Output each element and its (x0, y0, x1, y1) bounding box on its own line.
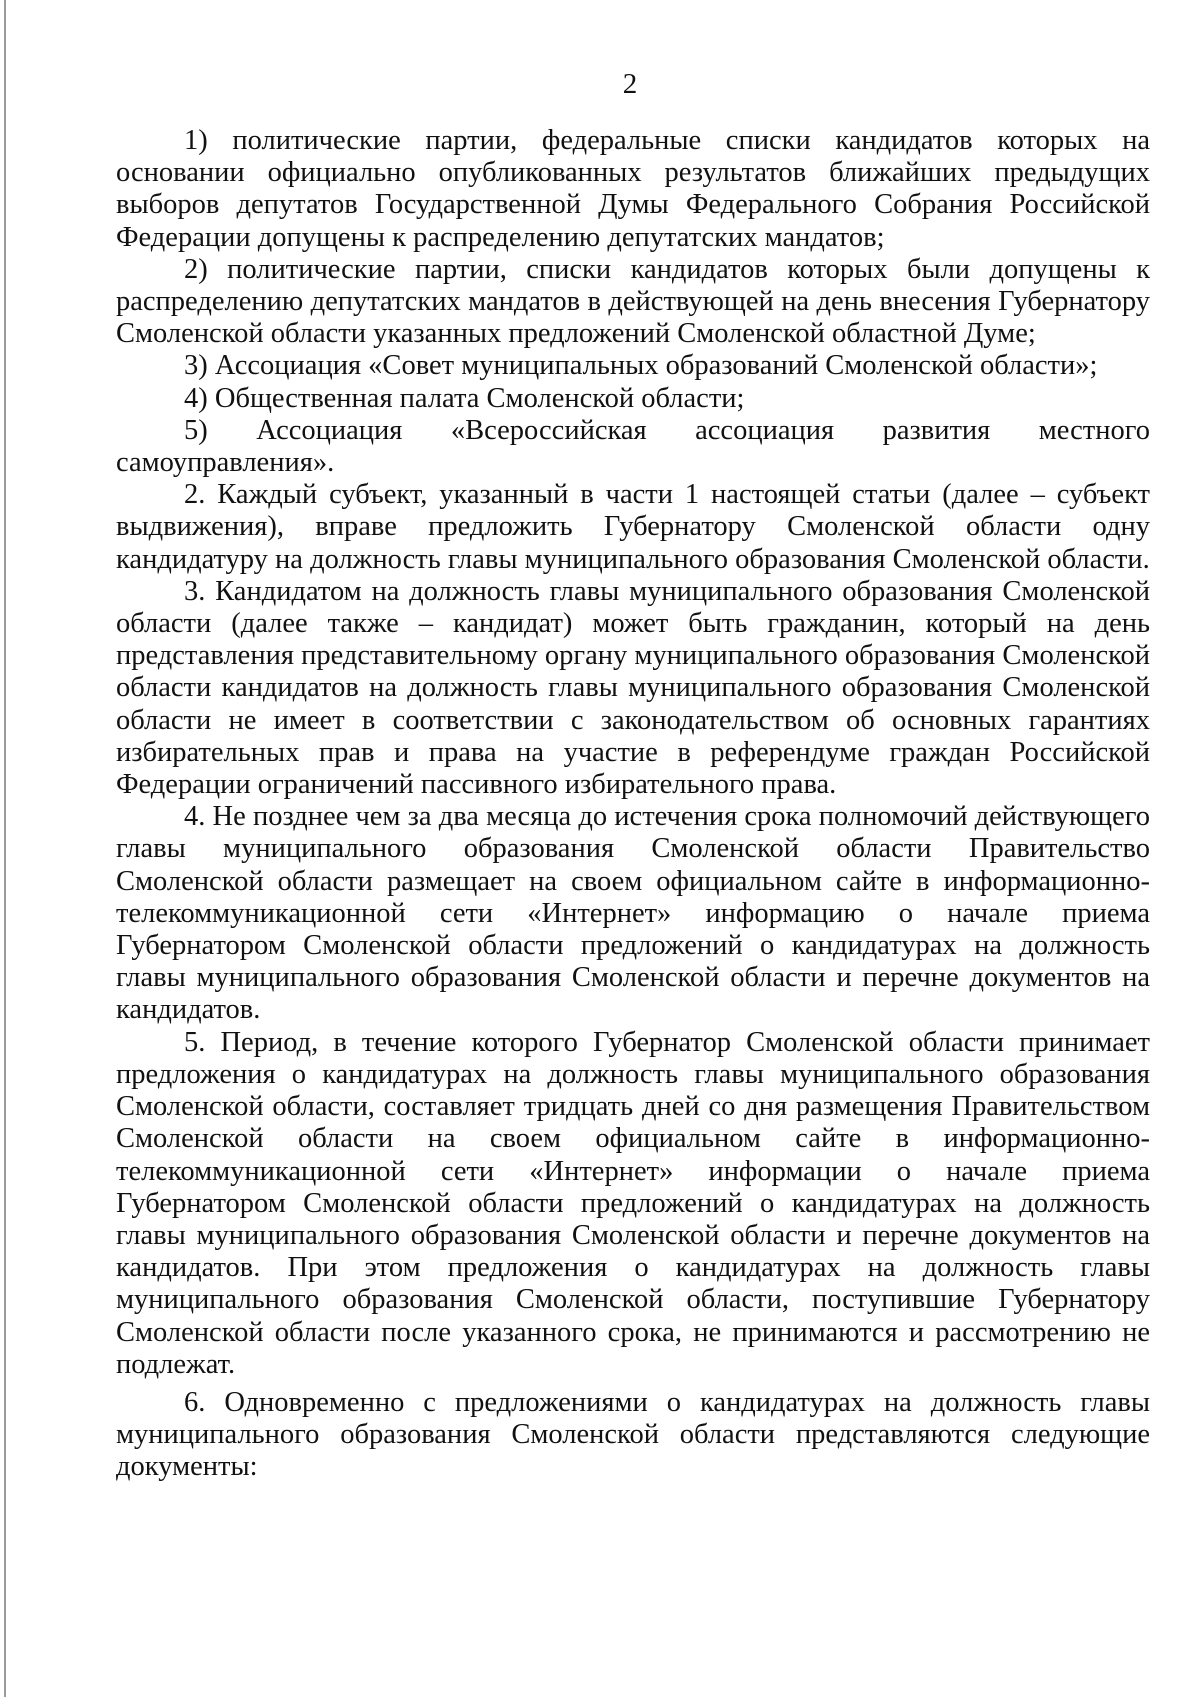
paragraph-part-6: 6. Одновременно с предложениями о кандидатурах на должность главы муниципального образования Смоленской области представляются следующие документы: (116, 1386, 1150, 1483)
paragraph-item-3: 3) Ассоциация «Совет муниципальных образований Смоленской области»; (184, 350, 1098, 382)
paragraph-part-5: 5. Период, в течение которого Губернатор Смоленской области принимает предложения о кандидатурах на должность главы муниципального образования Смоленской области, составляет тридцать дней со дня размещения Правительством Смоленской области на своем официальном сайте в информационно-телекоммуникационной сети «Интернет» информации о начале приема Губернатором Смоленской области предложений о кандидатурах на должность главы муниципального образования Смоленской области и перечне документов на кандидатов. При этом предложения о кандидатурах на должность главы муниципального образования Смоленской области, поступившие Губернатору Смоленской области после указанного срока, не принимаются и рассмотрению не подлежат. (116, 1026, 1150, 1380)
paragraph-item-5: 5) Ассоциация «Всероссийская ассоциация развития местного самоуправления». (116, 414, 1150, 479)
page-number: 2 (622, 68, 638, 100)
paragraph-item-4: 4) Общественная палата Смоленской области; (184, 382, 745, 414)
paragraph-item-1: 1) политические партии, федеральные списки кандидатов которых на основании официально опубликованных результатов ближайших предыдущих выборов депутатов Государственной Думы Федерального Собрания Российской Федерации допущены к распределению депутатских мандатов; (116, 125, 1150, 253)
paragraph-part-4: 4. Не позднее чем за два месяца до истечения срока полномочий действующего главы муниципального образования Смоленской области Правительство Смоленской области размещает на своем официальном сайте в информационно-телекоммуникационной сети «Интернет» информацию о начале приема Губернатором Смоленской области предложений о кандидатурах на должность главы муниципального образования Смоленской области и перечне документов на кандидатов. (116, 801, 1150, 1026)
paragraph-item-2: 2) политические партии, списки кандидатов которых были допущены к распределению депутатских мандатов в действующей на день внесения Губернатору Смоленской области указанных предложений Смоленской областной Думе; (116, 253, 1150, 350)
document-body (116, 125, 1150, 1484)
paragraph-part-3: 3. Кандидатом на должность главы муниципального образования Смоленской области (далее также – кандидат) может быть гражданин, который на день представления представительному органу муниципального образования Смоленской области кандидатов на должность главы муниципального образования Смоленской области не имеет в соответствии с законодательством об основных гарантиях избирательных прав и права на участие в референдуме граждан Российской Федерации ограничений пассивного избирательного права. (116, 575, 1150, 801)
paragraph-part-2: 2. Каждый субъект, указанный в части 1 настоящей статьи (далее – субъект выдвижения), вправе предложить Губернатору Смоленской области одну кандидатуру на должность главы муниципального образования Смоленской области. (116, 479, 1150, 575)
scan-edge-line (4, 0, 6, 1697)
